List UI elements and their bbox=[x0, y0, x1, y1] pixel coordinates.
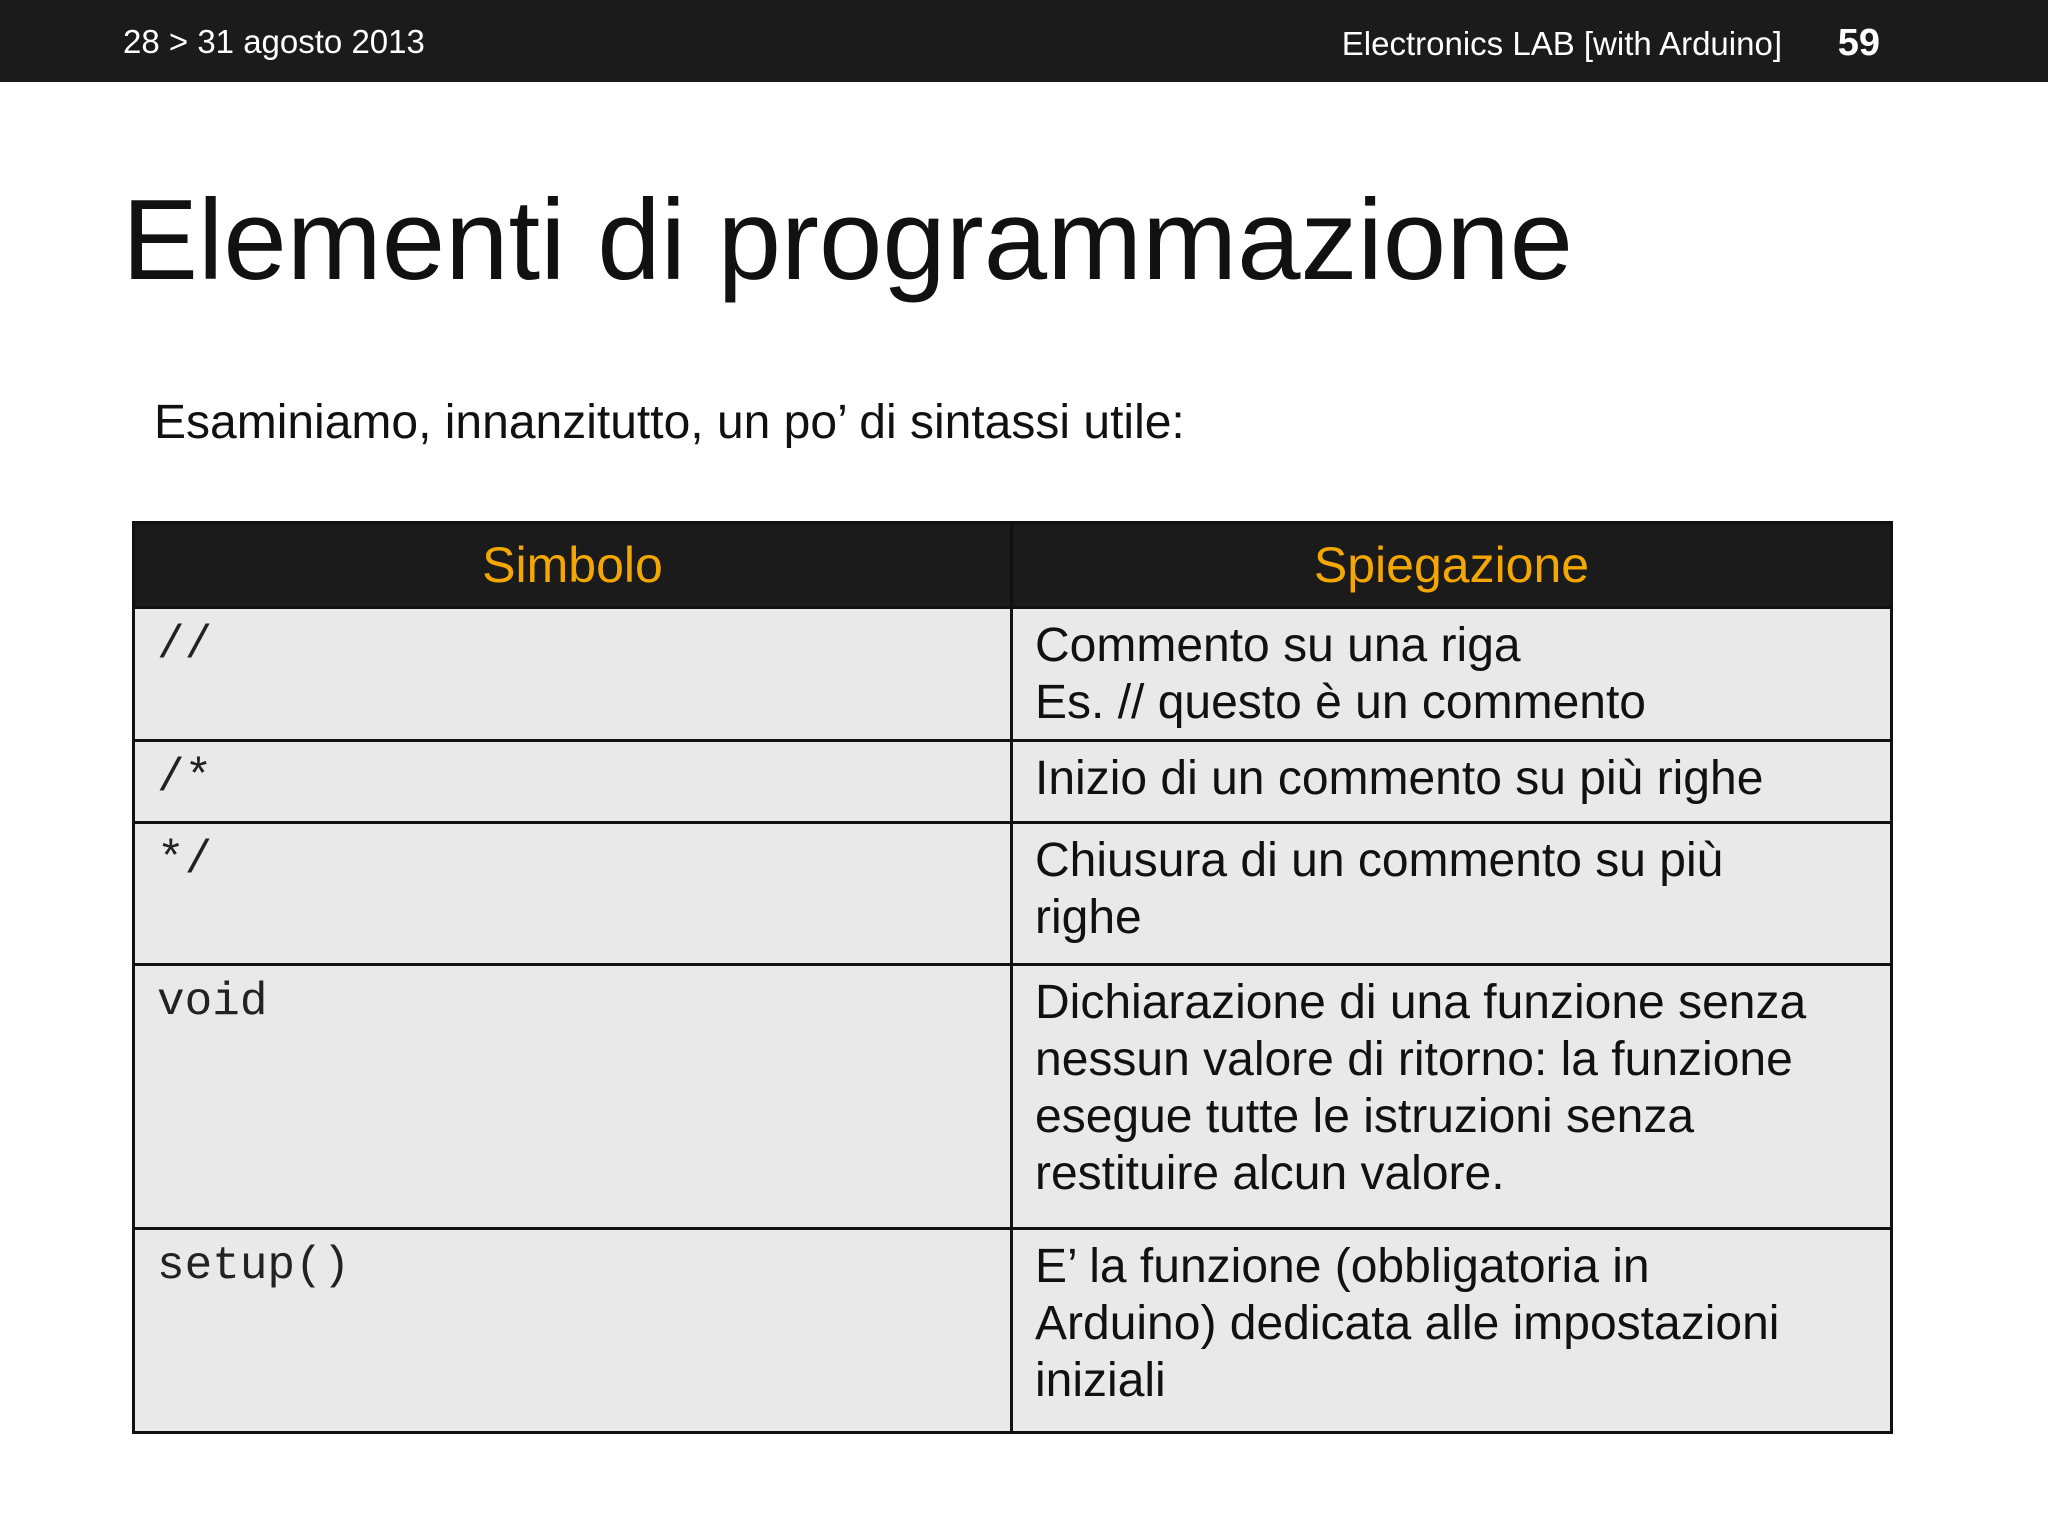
slide-title: Elementi di programmazione bbox=[122, 177, 1573, 304]
table-header-row bbox=[134, 523, 1892, 608]
explanation-line: Arduino) dedicata alle impostazioni bbox=[1035, 1297, 1780, 1350]
explanation-line: nessun valore di ritorno: la funzione bbox=[1035, 1033, 1793, 1086]
explanation-line: E’ la funzione (obbligatoria in bbox=[1035, 1240, 1650, 1293]
slide-header-bar bbox=[0, 0, 2048, 82]
explanation-line: Chiusura di un commento su più bbox=[1035, 834, 1724, 887]
page-number: 59 bbox=[1837, 22, 1880, 64]
table-row bbox=[134, 965, 1892, 1229]
explanation-cell bbox=[1012, 608, 1892, 741]
table-row bbox=[134, 823, 1892, 965]
explanation-cell bbox=[1012, 965, 1892, 1229]
explanation-line: restituire alcun valore. bbox=[1035, 1147, 1505, 1200]
symbol-cell: /* bbox=[134, 741, 1012, 823]
course-title: Electronics LAB [with Arduino] bbox=[1341, 25, 1782, 62]
explanation-cell bbox=[1012, 823, 1892, 965]
symbol-cell: setup() bbox=[134, 1229, 1012, 1433]
symbol-cell: */ bbox=[134, 823, 1012, 965]
symbol-cell: void bbox=[134, 965, 1012, 1229]
syntax-table bbox=[132, 521, 1893, 1434]
explanation-cell bbox=[1012, 741, 1892, 823]
table-row bbox=[134, 741, 1892, 823]
column-header-symbol: Simbolo bbox=[134, 523, 1012, 608]
explanation-cell bbox=[1012, 1229, 1892, 1433]
explanation-line: esegue tutte le istruzioni senza bbox=[1035, 1090, 1695, 1143]
table-row bbox=[134, 1229, 1892, 1433]
intro-text: Esaminiamo, innanzitutto, un po’ di sintassi utile: bbox=[154, 396, 1185, 449]
explanation-line: Inizio di un commento su più righe bbox=[1035, 752, 1764, 805]
symbol-cell: // bbox=[134, 608, 1012, 741]
explanation-line: Es. // questo è un commento bbox=[1035, 676, 1646, 729]
explanation-line: Dichiarazione di una funzione senza bbox=[1035, 976, 1807, 1029]
explanation-line: Commento su una riga bbox=[1035, 619, 1521, 672]
explanation-line: righe bbox=[1035, 891, 1142, 944]
explanation-line: iniziali bbox=[1035, 1354, 1166, 1407]
slide-date: 28 > 31 agosto 2013 bbox=[123, 23, 425, 60]
column-header-explanation: Spiegazione bbox=[1012, 523, 1892, 608]
table-row bbox=[134, 608, 1892, 741]
